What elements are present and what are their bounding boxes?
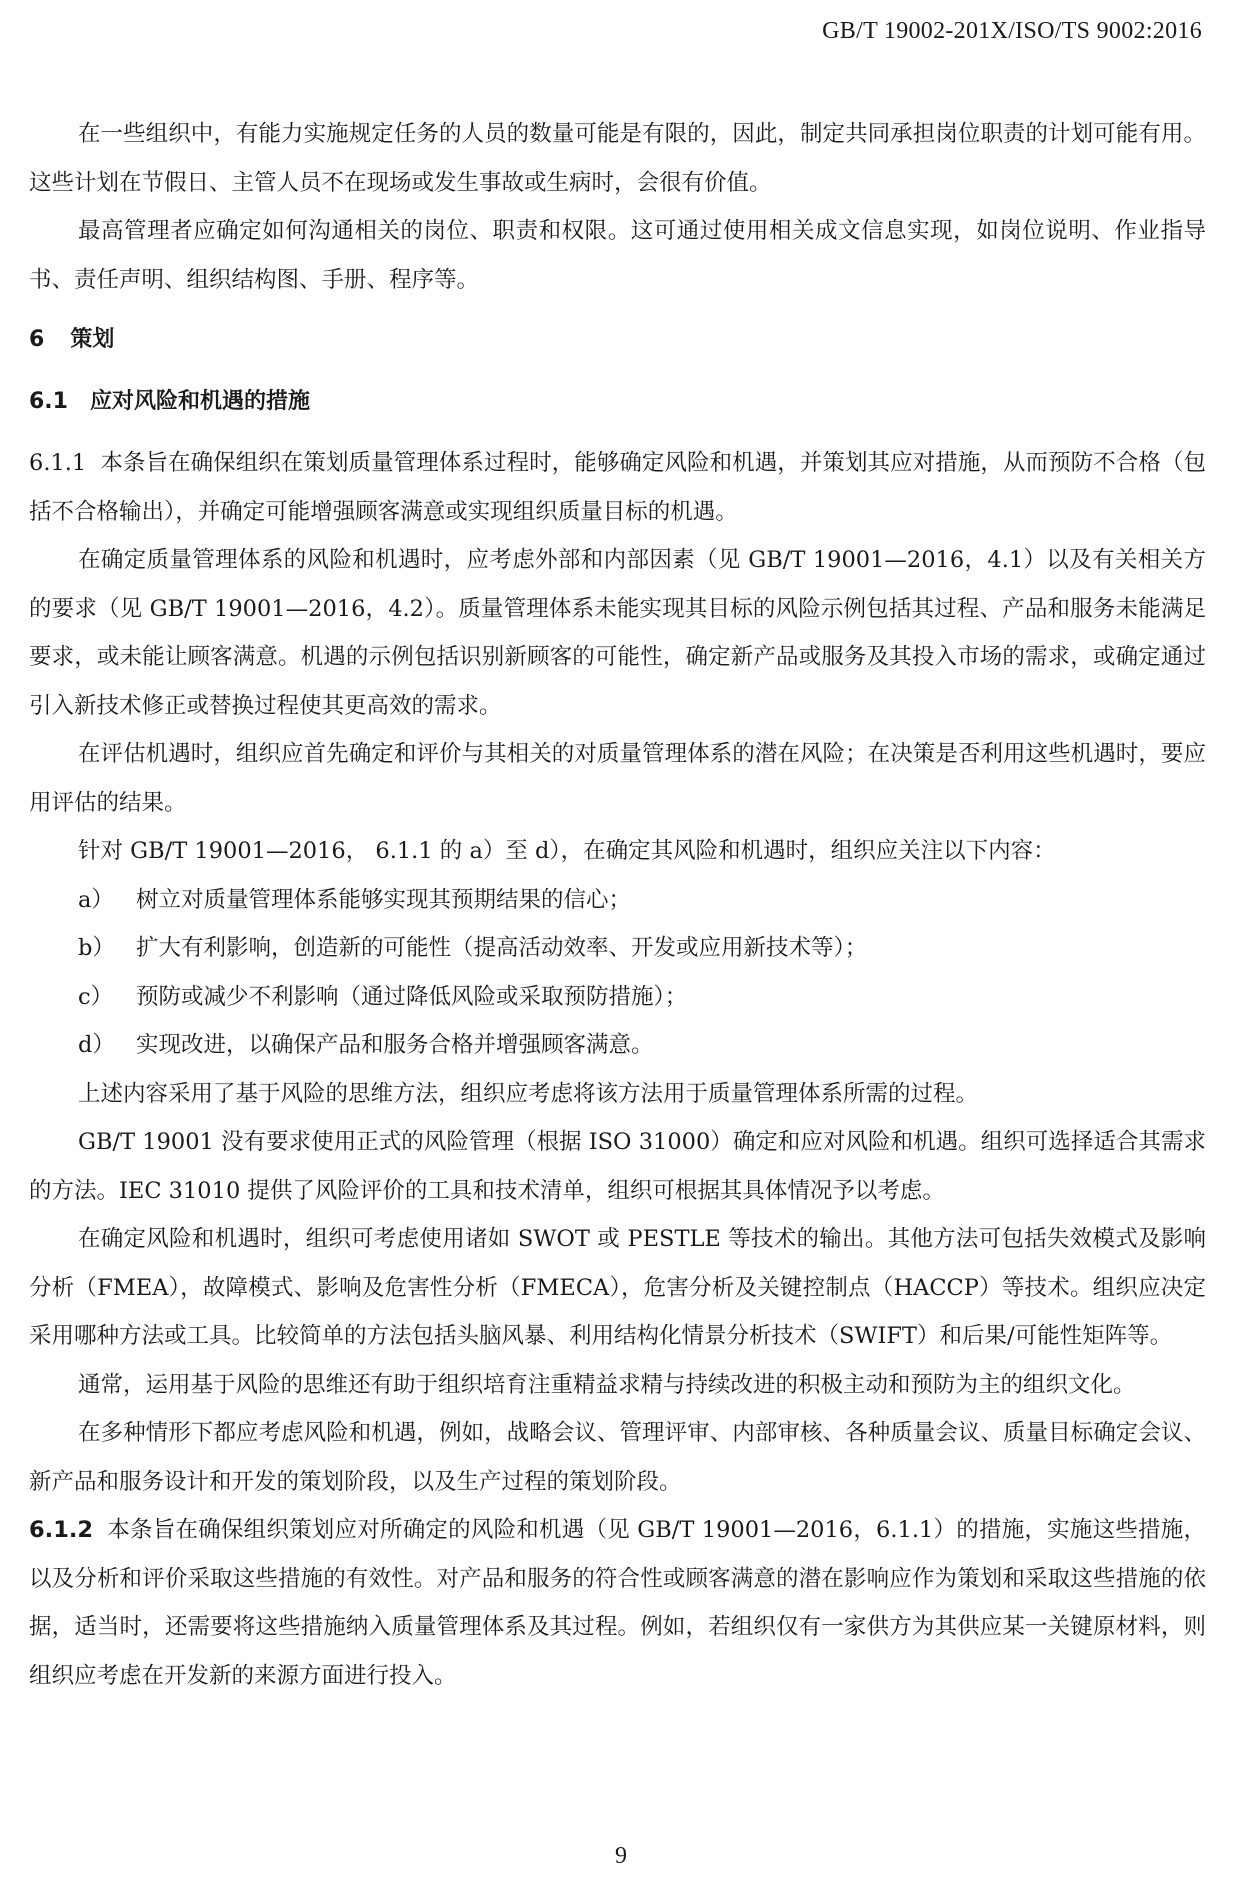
paragraph: 在确定质量管理体系的风险和机遇时，应考虑外部和内部因素（见 GB/T 19001—2016，4.1）以及有关相关方的要求（见 GB/T 19001—2016，4.2）。质量管理体系未能实现其目标的风险示例包括其过程、产品和服务未能满足要求，或未能让顾客满意。机遇的示例包括识别新顾客的可能性，确定新产品或服务及其投入市场的需求，或确定通过引入新技术修正或替换过程使其更高效的需求。 xyxy=(29,547,1206,719)
section-heading-6-1 xyxy=(29,378,1206,427)
section-heading-6 xyxy=(29,316,1206,365)
section-title: 策划 xyxy=(70,327,115,352)
list-marker: a） xyxy=(78,886,114,913)
list-item xyxy=(29,1021,1206,1070)
list-text: 实现改进，以确保产品和服务合格并增强顾客满意。 xyxy=(136,1032,654,1058)
paragraph: 在多种情形下都应考虑风险和机遇，例如，战略会议、管理评审、内部审核、各种质量会议、质量目标确定会议、新产品和服务设计和开发的策划阶段，以及生产过程的策划阶段。 xyxy=(29,1420,1206,1495)
list-item xyxy=(29,924,1206,973)
page-header-standard-number: GB/T 19002-201X/ISO/TS 9002:2016 xyxy=(822,18,1202,44)
list-item xyxy=(29,973,1206,1022)
page-content xyxy=(29,110,1206,1700)
section-number: 6 xyxy=(29,327,45,352)
clause-number: 6.1.2 xyxy=(29,1517,94,1543)
clause-6-1-1 xyxy=(29,439,1206,536)
paragraph: 在评估机遇时，组织应首先确定和评价与其相关的对质量管理体系的潜在风险；在决策是否利用这些机遇时，要应用评估的结果。 xyxy=(29,741,1206,816)
list-text: 树立对质量管理体系能够实现其预期结果的信心； xyxy=(136,886,632,913)
list-marker: b） xyxy=(78,935,115,961)
clause-text: 本条旨在确保组织在策划质量管理体系过程时，能够确定风险和机遇，并策划其应对措施，从而预防不合格（包括不合格输出），并确定可能增强顾客满意或实现组织质量目标的机遇。 xyxy=(29,450,1206,525)
paragraph: 针对 GB/T 19001—2016， 6.1.1 的 a）至 d），在确定其风险和机遇时，组织应关注以下内容： xyxy=(78,838,1056,864)
page-number: 9 xyxy=(615,1843,627,1869)
clause-6-1-2 xyxy=(29,1506,1206,1700)
section-title: 应对风险和机遇的措施 xyxy=(89,388,310,414)
list-text: 预防或减少不利影响（通过降低风险或采取预防措施）； xyxy=(136,983,688,1010)
paragraph: 在确定风险和机遇时，组织可考虑使用诸如 SWOT 或 PESTLE 等技术的输出。其他方法可包括失效模式及影响分析（FMEA），故障模式、影响及危害性分析（FMECA），危害分析及关键控制点（HACCP）等技术。组织应决定采用哪种方法或工具。比较简单的方法包括头脑风暴、利用结构化情景分析技术（SWIFT）和后果/可能性矩阵等。 xyxy=(29,1226,1206,1349)
list-text: 扩大有利影响，创造新的可能性（提高活动效率、开发或应用新技术等）； xyxy=(136,935,868,961)
paragraph: 通常，运用基于风险的思维还有助于组织培育注重精益求精与持续改进的积极主动和预防为主的组织文化。 xyxy=(78,1371,1136,1398)
paragraph: 在一些组织中，有能力实施规定任务的人员的数量可能是有限的，因此，制定共同承担岗位职责的计划可能有用。这些计划在节假日、主管人员不在现场或发生事故或生病时，会很有价值。 xyxy=(29,121,1206,196)
clause-number: 6.1.1 xyxy=(29,450,87,476)
section-number: 6.1 xyxy=(29,388,68,414)
clause-text: 本条旨在确保组织策划应对所确定的风险和机遇（见 GB/T 19001—2016，6.1.1）的措施，实施这些措施，以及分析和评价采取这些措施的有效性。对产品和服务的符合性或顾客满意的潜在影响应作为策划和采取这些措施的依据，适当时，还需要将这些措施纳入质量管理体系及其过程。例如，若组织仅有一家供方为其供应某一关键原材料，则组织应考虑在开发新的来源方面进行投入。 xyxy=(29,1517,1206,1689)
list-marker: d） xyxy=(78,1032,115,1058)
paragraph: GB/T 19001 没有要求使用正式的风险管理（根据 ISO 31000）确定和应对风险和机遇。组织可选择适合其需求的方法。IEC 31010 提供了风险评价的工具和技术清单，组织可根据其具体情况予以考虑。 xyxy=(29,1129,1206,1204)
list-item xyxy=(29,876,1206,925)
list-marker: c） xyxy=(78,983,114,1010)
paragraph: 上述内容采用了基于风险的思维方法，组织应考虑将该方法用于质量管理体系所需的过程。 xyxy=(78,1080,979,1107)
paragraph: 最高管理者应确定如何沟通相关的岗位、职责和权限。这可通过使用相关成文信息实现，如岗位说明、作业指导书、责任声明、组织结构图、手册、程序等。 xyxy=(29,218,1206,293)
